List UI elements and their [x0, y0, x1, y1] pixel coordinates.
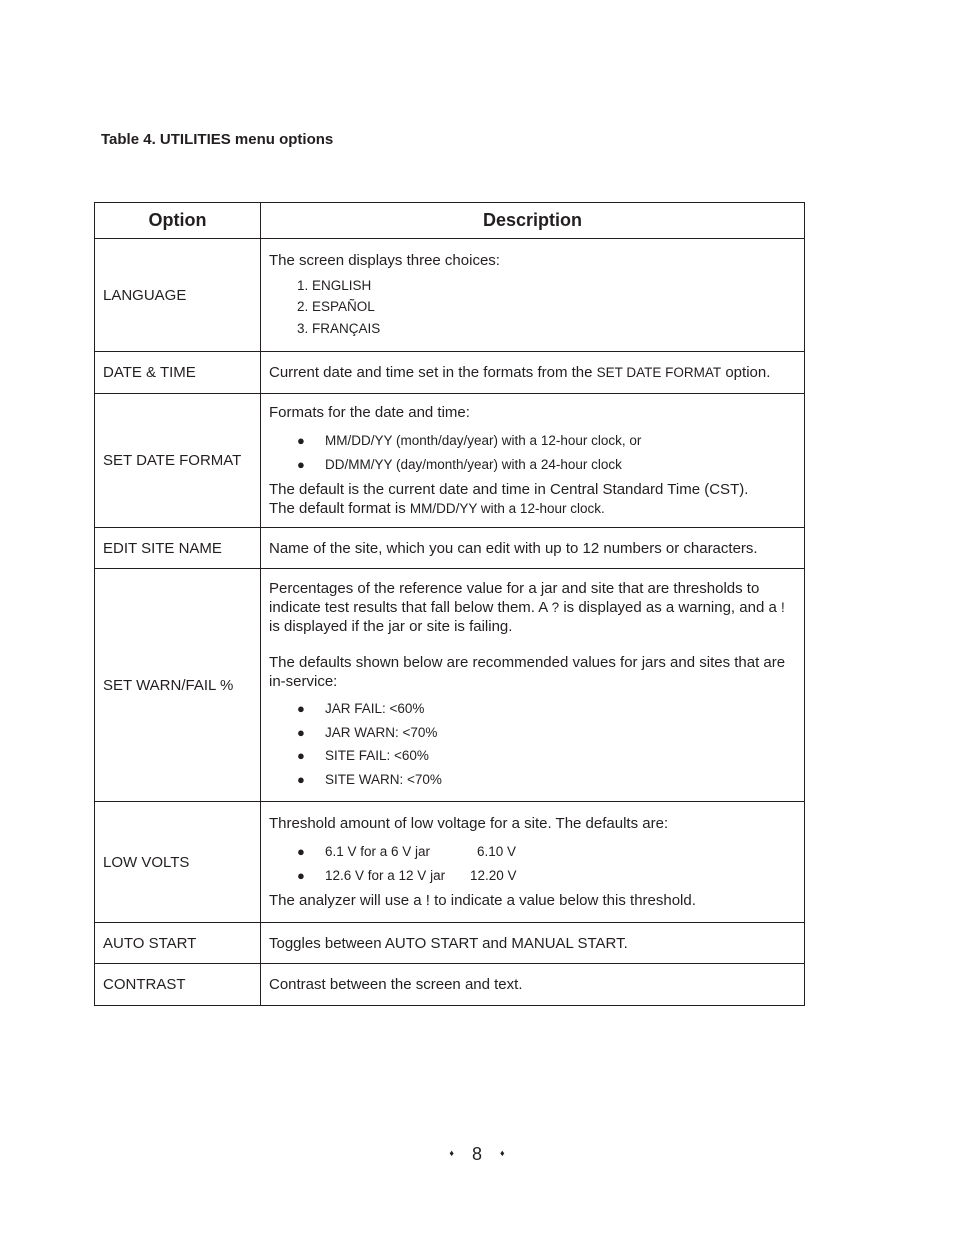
- option-contrast: CONTRAST: [95, 964, 261, 1006]
- description-low-volts: [261, 802, 805, 923]
- description-set-warn-fail: Percentages of the reference value for a jar and site that are thresholds to indicate test results that fall below them. A ? is displayed as a warning, and a ! is displayed if the jar or site is failing. The defaults shown below are recommended values for jars and sites that are in-service: ● JAR FAIL: <60% ● JAR WARN: <70% ● SITE FAIL: <60% ● SITE WARN: <70%: [261, 569, 805, 802]
- language-choice-1: 1. ENGLISH: [297, 277, 372, 293]
- utilities-options-table: [94, 202, 805, 1006]
- table-header-row: [95, 203, 805, 239]
- description-set-date-format: [261, 394, 805, 528]
- table-row-auto-start: [95, 923, 805, 964]
- header-description: Description: [261, 203, 805, 239]
- option-set-warn-fail: SET WARN/FAIL %: [95, 569, 261, 802]
- list-item: ● DD/MM/YY (day/month/year) with a 24-hour clock: [297, 456, 622, 472]
- list-item: ● JAR FAIL: <60%: [297, 701, 425, 716]
- language-choice-2: 2. ESPAÑOL: [297, 299, 375, 315]
- language-intro: The screen displays three choices:: [269, 251, 500, 269]
- page-number: 8: [471, 1144, 482, 1164]
- set-date-format-default-2: The default format is: [269, 500, 410, 517]
- set-date-format-default-2-ref: MM/DD/YY with a 12-hour clock.: [409, 501, 605, 516]
- date-time-text-end: option.: [721, 364, 771, 381]
- list-item: ● SITE WARN: <70%: [297, 771, 442, 787]
- table-row-low-volts: [95, 802, 805, 923]
- option-date-time: DATE & TIME: [95, 352, 261, 394]
- set-warn-fail-defaults-intro: The defaults shown below are recommended values for jars and sites that are in-service:: [269, 654, 786, 690]
- list-item: ● 6.1 V for a 6 V jar 6.10 V: [297, 844, 517, 859]
- low-volts-intro: Threshold amount of low voltage for a site. The defaults are:: [269, 815, 669, 832]
- ornament-right-icon: ♦: [500, 1148, 505, 1159]
- low-volts-outro: The analyzer will use a ! to indicate a value below this threshold.: [269, 892, 696, 909]
- ornament-left-icon: ♦: [449, 1148, 454, 1159]
- list-item: ● JAR WARN: <70%: [297, 724, 438, 740]
- table-caption: Table 4. UTILITIES menu options: [101, 131, 334, 148]
- warning-symbol: ?: [551, 600, 560, 615]
- date-time-ref: SET DATE FORMAT: [596, 365, 722, 380]
- description-contrast: Contrast between the screen and text.: [261, 964, 805, 1006]
- language-choice-3: 3. FRANÇAIS: [297, 320, 381, 336]
- page-footer: [0, 1144, 954, 1165]
- fail-symbol: !: [780, 600, 785, 615]
- description-auto-start: Toggles between AUTO START and MANUAL START.: [261, 923, 805, 964]
- table-row-date-time: [95, 352, 805, 394]
- table-row-set-warn-fail: [95, 569, 805, 802]
- table-row-set-date-format: [95, 394, 805, 528]
- option-language: LANGUAGE: [95, 239, 261, 352]
- table-row-language: [95, 239, 805, 352]
- list-item: ● MM/DD/YY (month/day/year) with a 12-hour clock, or: [297, 433, 642, 448]
- option-edit-site-name: EDIT SITE NAME: [95, 528, 261, 569]
- header-option: Option: [95, 203, 261, 239]
- description-language: [261, 239, 805, 352]
- list-item: ● SITE FAIL: <60%: [297, 748, 429, 763]
- list-item: ● 12.6 V for a 12 V jar 12.20 V: [297, 867, 517, 883]
- description-date-time: [261, 352, 805, 394]
- description-edit-site-name: Name of the site, which you can edit with up to 12 numbers or characters.: [261, 528, 805, 569]
- option-auto-start: AUTO START: [95, 923, 261, 964]
- table-row-contrast: [95, 964, 805, 1006]
- set-date-format-default-1: The default is the current date and time in Central Standard Time (CST).: [269, 481, 749, 498]
- table-row-edit-site-name: [95, 528, 805, 569]
- option-set-date-format: SET DATE FORMAT: [95, 394, 261, 528]
- option-low-volts: LOW VOLTS: [95, 802, 261, 923]
- date-time-text: Current date and time set in the formats from the: [269, 364, 597, 381]
- set-date-format-intro: Formats for the date and time:: [269, 404, 470, 421]
